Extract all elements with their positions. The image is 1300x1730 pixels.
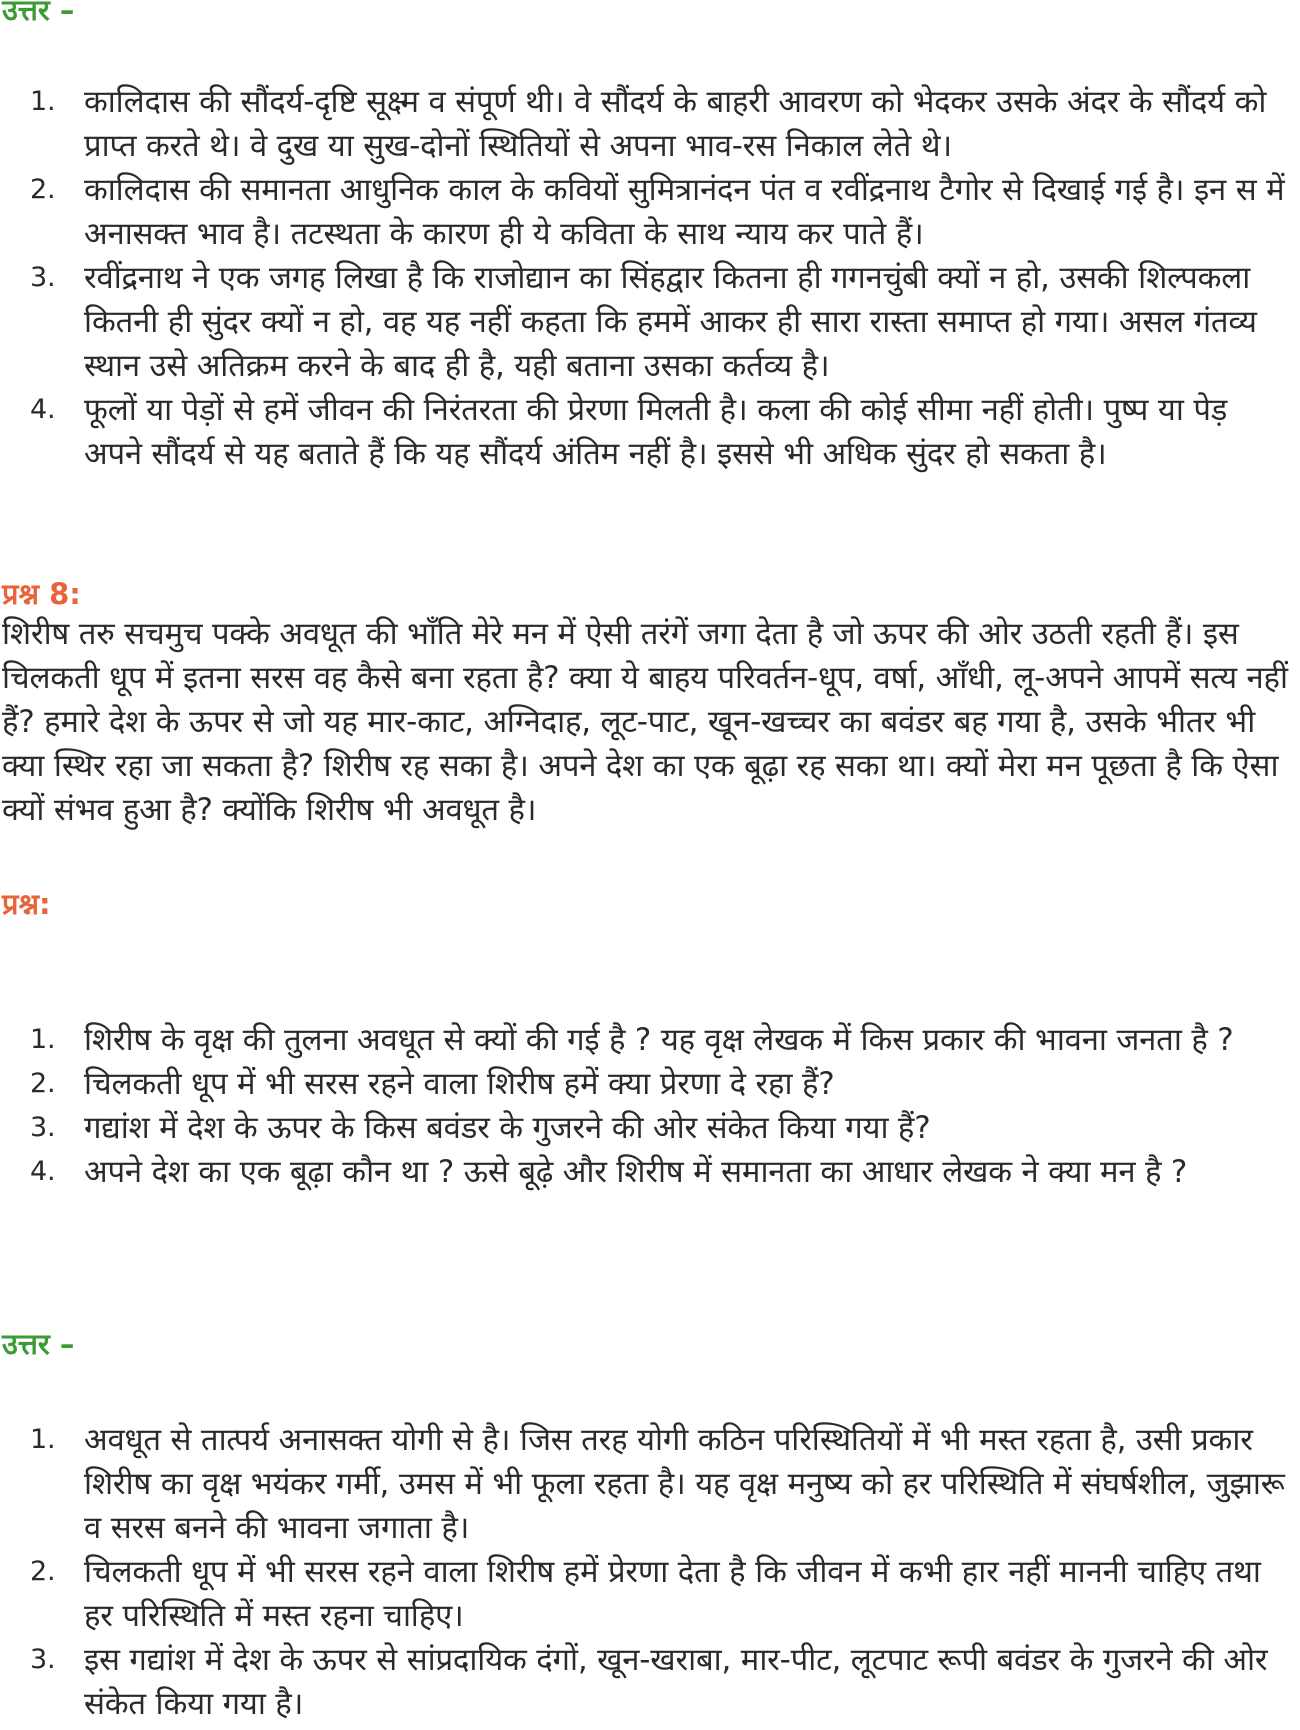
item-text: अवधूत से तात्पर्य अनासक्त योगी से है। जिस तरह योगी कठिन परिस्थितियों में भी मस्त रहता है, उसी प्रकार शिरीष का वृक्ष भयंकर गर्मी, उमस में भी फूला रहता है। यह वृक्ष मनुष्य को हर परिस्थिति में संघर्षशील, जुझारू व सरस बनने की भावना जगाता है। [84, 1422, 1285, 1546]
item-number: 1. [30, 1024, 56, 1055]
item-number: 2. [30, 1556, 56, 1587]
item-text: अपने देश का एक बूढ़ा कौन था ? ऊसे बूढ़े और शिरीष में समानता का आधार लेखक ने क्या मन है ? [84, 1154, 1188, 1190]
item-text: कालिदास की समानता आधुनिक काल के कवियों सुमित्रानंदन पंत व रवींद्रनाथ टैगोर से दिखाई गई है। इन स में अनासक्त भाव है। तटस्थता के कारण ही ये कविता के साथ न्याय कर पाते हैं। [84, 172, 1285, 252]
item-number: 4. [30, 1156, 56, 1187]
question-item [30, 1062, 1290, 1106]
item-text: इस गद्यांश में देश के ऊपर से सांप्रदायिक दंगों, खून-खराबा, मार-पीट, लूटपाट रूपी बवंडर के गुजरने की ओर संकेत किया गया है। [84, 1642, 1268, 1722]
item-number: 1. [30, 1424, 56, 1455]
item-text: शिरीष के वृक्ष की तुलना अवधूत से क्यों की गई है ? यह वृक्ष लेखक में किस प्रकार की भावना जनता है ? [84, 1022, 1234, 1058]
item-text: फूलों या पेड़ों से हमें जीवन की निरंतरता की प्रेरणा मिलती है। कला की कोई सीमा नहीं होती। पुष्प या पेड़ अपने सौंदर्य से यह बताते हैं कि यह सौंदर्य अंतिम नहीं है। इससे भी अधिक सुंदर हो सकता है। [84, 392, 1228, 472]
answer-item [30, 388, 1290, 476]
questions-subheading: प्रश्न: [2, 887, 51, 921]
answer-item [30, 168, 1290, 256]
item-number: 4. [30, 394, 56, 425]
item-number: 2. [30, 1068, 56, 1099]
question-list [30, 1018, 1290, 1194]
item-number: 3. [30, 1644, 56, 1675]
answer-item [30, 1638, 1290, 1726]
item-number: 2. [30, 174, 56, 205]
answer-list-2 [30, 1418, 1290, 1726]
answer-heading-2: उत्तर – [2, 1327, 75, 1361]
answer-item [30, 256, 1290, 388]
item-text: गद्यांश में देश के ऊपर के किस बवंडर के गुजरने की ओर संकेत किया गया हैं? [84, 1110, 931, 1146]
item-text: रवींद्रनाथ ने एक जगह लिखा है कि राजोद्यान का सिंहद्वार कितना ही गगनचुंबी क्यों न हो, उसकी शिल्पकला कितनी ही सुंदर क्यों न हो, वह यह नहीं कहता कि हममें आकर ही सारा रास्ता समाप्त हो गया। असल गंतव्य स्थान उसे अतिक्रम करने के बाद ही है, यही बताना उसका कर्तव्य है। [84, 260, 1257, 384]
item-text: चिलकती धूप में भी सरस रहने वाला शिरीष हमें क्या प्रेरणा दे रहा हैं? [84, 1066, 835, 1102]
item-text: कालिदास की सौंदर्य-दृष्टि सूक्ष्म व संपूर्ण थी। वे सौंदर्य के बाहरी आवरण को भेदकर उसके अंदर के सौंदर्य को प्राप्त करते थे। वे दुख या सुख-दोनों स्थितियों से अपना भाव-रस निकाल लेते थे। [84, 84, 1267, 164]
item-text: चिलकती धूप में भी सरस रहने वाला शिरीष हमें प्रेरणा देता है कि जीवन में कभी हार नहीं माननी चाहिए तथा हर परिस्थिति में मस्त रहना चाहिए। [84, 1554, 1261, 1634]
question-8-heading: प्रश्न 8: [2, 577, 81, 611]
passage-text: शिरीष तरु सचमुच पक्के अवधूत की भाँति मेरे मन में ऐसी तरंगें जगा देता है जो ऊपर की ओर उठती रहती हैं। इस चिलकती धूप में इतना सरस वह कैसे बना रहता है? क्या ये बाहय परिवर्तन-धूप, वर्षा, आँधी, लू-अपने आपमें सत्य नहीं हैं? हमारे देश के ऊपर से जो यह मार-काट, अग्निदाह, लूट-पाट, खून-खच्चर का बवंडर बह गया है, उसके भीतर भी क्या स्थिर रहा जा सकता है? शिरीष रह सका है। अपने देश का एक बूढ़ा रह सका था। क्यों मेरा मन पूछता है कि ऐसा क्यों संभव हुआ है? क्योंकि शिरीष भी अवधूत है। [2, 616, 1288, 828]
answer-heading-1: उत्तर – [2, 0, 75, 27]
item-number: 3. [30, 262, 56, 293]
question-item [30, 1018, 1290, 1062]
answer-item [30, 80, 1290, 168]
answer-item [30, 1418, 1290, 1550]
question-item [30, 1106, 1290, 1150]
question-item [30, 1150, 1290, 1194]
answer-list-1 [30, 80, 1290, 476]
answer-item [30, 1550, 1290, 1638]
item-number: 1. [30, 86, 56, 117]
item-number: 3. [30, 1112, 56, 1143]
